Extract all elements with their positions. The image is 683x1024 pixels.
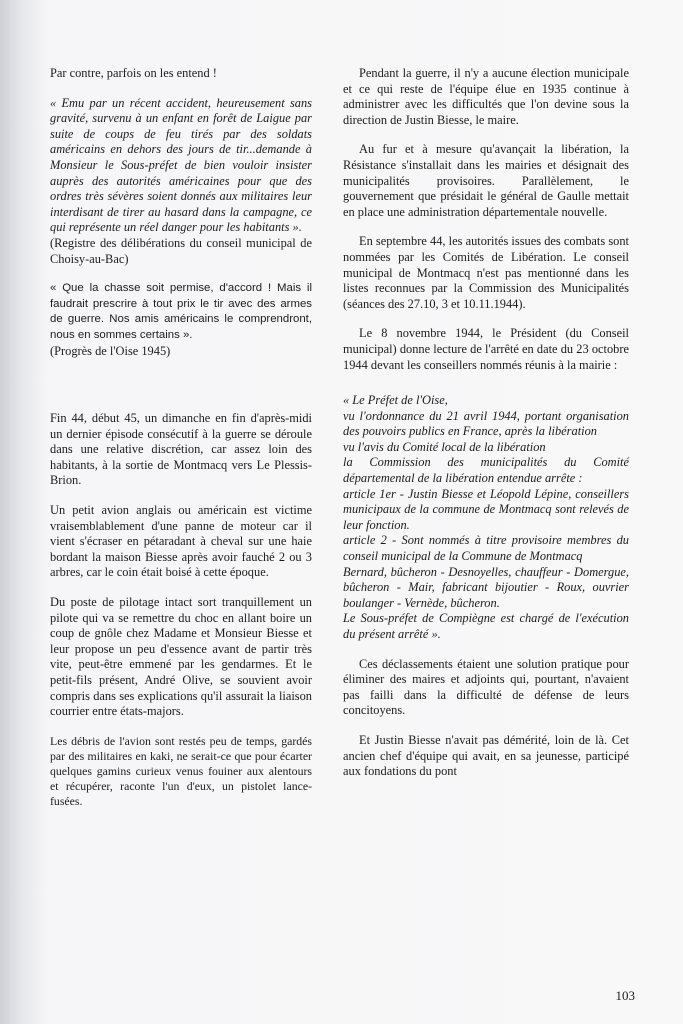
- paragraph: Pendant la guerre, il n'y a aucune élection municipale et ce qui reste de l'équipe élue en 1935 continue à administrer avec les difficultés que l'on devine sous la direction de Justin Biesse, le maire.: [343, 66, 629, 127]
- quote-paragraph: [50, 281, 312, 359]
- decree-line: article 2 - Sont nommés à titre provisoire membres du conseil municipal de la Commune de Montmacq: [343, 533, 629, 564]
- paragraph: Ces déclassements étaient une solution pratique pour éliminer des maires et adjoints qui, pourtant, n'avaient pas failli dans la difficulté de défense de leurs concitoyens.: [343, 656, 629, 718]
- right-column: [343, 66, 629, 794]
- paragraph: Au fur et à mesure qu'avançait la libération, la Résistance s'installait dans les mairies et désignait des municipalités provisoires. Parallèlement, le gouvernement que présidait le général de Gaulle mettait en place une administration départementale nouvelle.: [343, 142, 629, 219]
- quote-text: « Que la chasse soit permise, d'accord ! Mais il faudrait prescrire à tout prix le tir avec des armes de guerre. Nos amis américains le comprendront, nous en sommes certains ».: [50, 282, 312, 341]
- decree-line: « Le Préfet de l'Oise,: [343, 393, 448, 408]
- decree-quote: [343, 393, 629, 643]
- paragraph: Du poste de pilotage intact sort tranquillement un pilote qui va se remettre du choc en allant boire un coup de gnôle chez Madame et Monsieur Biesse et leur propose un peu d'essence avant de partir très vite, peut-être emmené par les gendarmes. Et le petit-fils présent, André Olive, se souvient avoir compris dans ses explications qu'il assurait la liaison courrier entre états-majors.: [50, 595, 312, 719]
- decree-line: la Commission des municipalités du Comité départemental de la libération entendue arrête :: [343, 455, 629, 486]
- paragraph: Les débris de l'avion sont restés peu de temps, gardés par des militaires en kaki, ne serait-ce que pour écarter quelques gamins curieux venus fouiner aux alentours et récupérer, raconte l'un d'eux, un pistolet lance-fusées.: [50, 733, 312, 808]
- decree-line: Bernard, bûcheron - Desnoyelles, chauffeur - Domergue, bûcheron - Mair, fabricant bijoutier - Roux, ouvrier boulanger - Vernède, bûcheron.: [343, 564, 629, 610]
- page-number: 103: [615, 988, 635, 1003]
- quote-text: « Emu par un récent accident, heureusement sans gravité, survenu à un enfant en forêt de Laigue par suite de coups de feu tirés par des soldats américains en dehors des jours de tir...demande à Monsieur le Sous-préfet de bien vouloir insister auprès des autorités américaines pour que des ordres très sévères soient donnés aux militaires leur interdisant de tirer au hasard dans la campagne, ce qui représente un réel danger pour les habitants ».: [50, 95, 312, 235]
- quote-paragraph: [50, 96, 312, 268]
- paragraph: Et Justin Biesse n'avait pas démérité, loin de là. Cet ancien chef d'équipe qui avait, en sa jeunesse, participé aux fondations du pont: [343, 732, 629, 779]
- decree-line: vu l'avis du Comité local de la libération: [343, 439, 546, 454]
- paragraph: Par contre, parfois on les entend !: [50, 66, 217, 80]
- paragraph: Le 8 novembre 1944, le Président (du Conseil municipal) donne lecture de l'arrêté en date du 23 octobre 1944 devant les conseillers nommés réunis à la mairie :: [343, 326, 629, 372]
- paragraph: En septembre 44, les autorités issues des combats sont nommées par les Comités de Libération. Le conseil municipal de Montmacq n'est pas mentionné dans les listes reconnues par la Commission des Municipalités (séances des 27.10, 3 et 10.11.1944).: [343, 234, 629, 311]
- paragraph: Fin 44, début 45, un dimanche en fin d'après-midi un dernier épisode consécutif à la guerre se déroule dans une relative discrétion, car assez loin des habitants, à la sortie de Montmacq vers Le Plessis-Brion.: [50, 411, 312, 488]
- decree-line: vu l'ordonnance du 21 avril 1944, portant organisation des pouvoirs publics en France, après la libération: [343, 408, 629, 439]
- paragraph: Un petit avion anglais ou américain est victime vraisemblablement d'une panne de moteur car il vient s'écraser en pétaradant à cheval sur une haie bordant la maison Biesse après avoir fauché 2 ou 3 arbres, car le coin était boisé à cette époque.: [50, 503, 312, 580]
- quote-source: (Progrès de l'Oise 1945): [50, 343, 171, 358]
- decree-line: Le Sous-préfet de Compiègne est chargé de l'exécution du présent arrêté ».: [343, 611, 629, 641]
- left-column: [50, 66, 312, 823]
- quote-source: (Registre des délibérations du conseil municipal de Choisy-au-Bac): [50, 235, 312, 266]
- decree-line: article 1er - Justin Biesse et Léopold Lépine, conseillers municipaux de la commune de Montmacq sont relevés de leur fonction.: [343, 486, 629, 532]
